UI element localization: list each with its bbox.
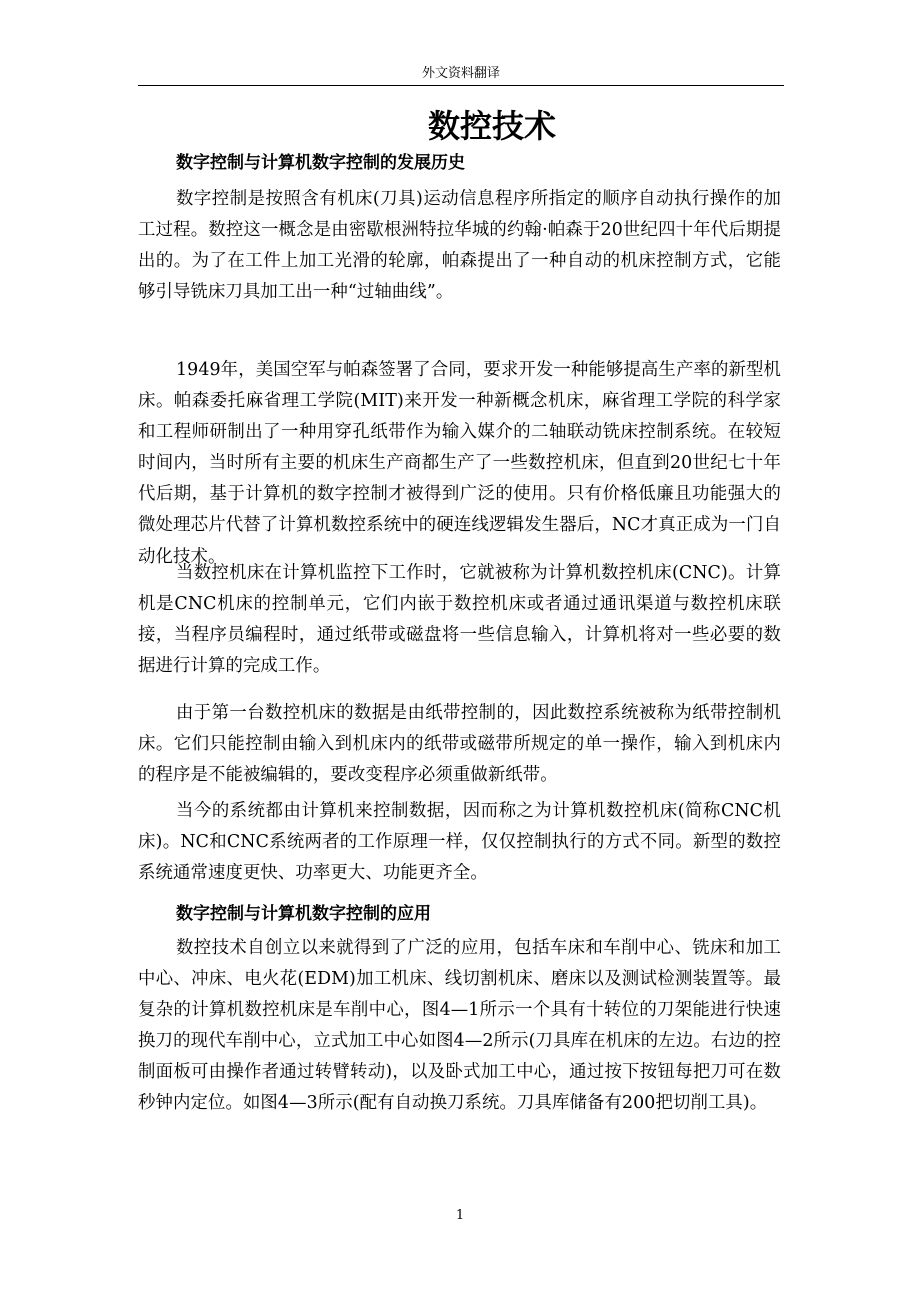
paragraph: 数字控制是按照含有机床(刀具)运动信息程序所指定的顺序自动执行操作的加工过程。数控这一概念是由密歇根洲特拉华城的约翰·帕森于20世纪四十年代后期提出的。为了在工件上加工光滑的轮廓，帕森提出了一种自动的机床控制方式，它能够引导铣床刀具加工出一种“过轴曲线”。 (138, 189, 781, 303)
paragraph: 1949年，美国空军与帕森签署了合同，要求开发一种能够提高生产率的新型机床。帕森委托麻省理工学院(MIT)来开发一种新概念机床，麻省理工学院的科学家和工程师研制出了一种用穿孔纸带作为输入媒介的二轴联动铣床控制系统。在较短时间内，当时所有主要的机床生产商都生产了一些数控机床，但直到20世纪七十年代后期，基于计算机的数字控制才被得到广泛的使用。只有价格低廉且功能强大的微处理芯片代替了计算机数控系统中的硬连线逻辑发生器后，NC才真正成为一门自动化技术。 (138, 360, 781, 567)
section-heading-applications: 数字控制与计算机数字控制的应用 (176, 904, 431, 924)
document-title: 数控技术 (427, 107, 556, 145)
paragraph: 当今的系统都由计算机来控制数据，因而称之为计算机数控机床(简称CNC机床)。NC和CNC系统两者的工作原理一样，仅仅控制执行的方式不同。新型的数控系统通常速度更快、功率更大、功能更齐全。 (138, 801, 781, 884)
header-rule (138, 85, 784, 86)
paragraph: 当数控机床在计算机监控下工作时，它就被称为计算机数控机床(CNC)。计算机是CNC机床的控制单元，它们内嵌于数控机床或者通过通讯渠道与数控机床联接，当程序员编程时，通过纸带或磁盘将一些信息输入，计算机将对一些必要的数据进行计算的完成工作。 (138, 563, 781, 677)
paragraph: 数控技术自创立以来就得到了广泛的应用，包括车床和车削中心、铣床和加工中心、冲床、电火花(EDM)加工机床、线切割机床、磨床以及测试检测装置等。最复杂的计算机数控机床是车削中心，图4—1所示一个具有十转位的刀架能进行快速换刀的现代车削中心，立式加工中心如图4—2所示(刀具库在机床的左边。右边的控制面板可由操作者通过转臂转动)，以及卧式加工中心，通过按下按钮每把刀可在数秒钟内定位。如图4—3所示(配有自动换刀系统。刀具库储备有200把切削工具)。 (138, 938, 781, 1114)
running-header: 外文资料翻译 (421, 66, 500, 81)
page-number: 1 (455, 1208, 465, 1223)
section-heading-history: 数字控制与计算机数字控制的发展历史 (176, 153, 465, 173)
paragraph: 由于第一台数控机床的数据是由纸带控制的，因此数控系统被称为纸带控制机床。它们只能控制由输入到机床内的纸带或磁带所规定的单一操作，输入到机床内的程序是不能被编辑的，要改变程序必须重做新纸带。 (138, 703, 781, 786)
